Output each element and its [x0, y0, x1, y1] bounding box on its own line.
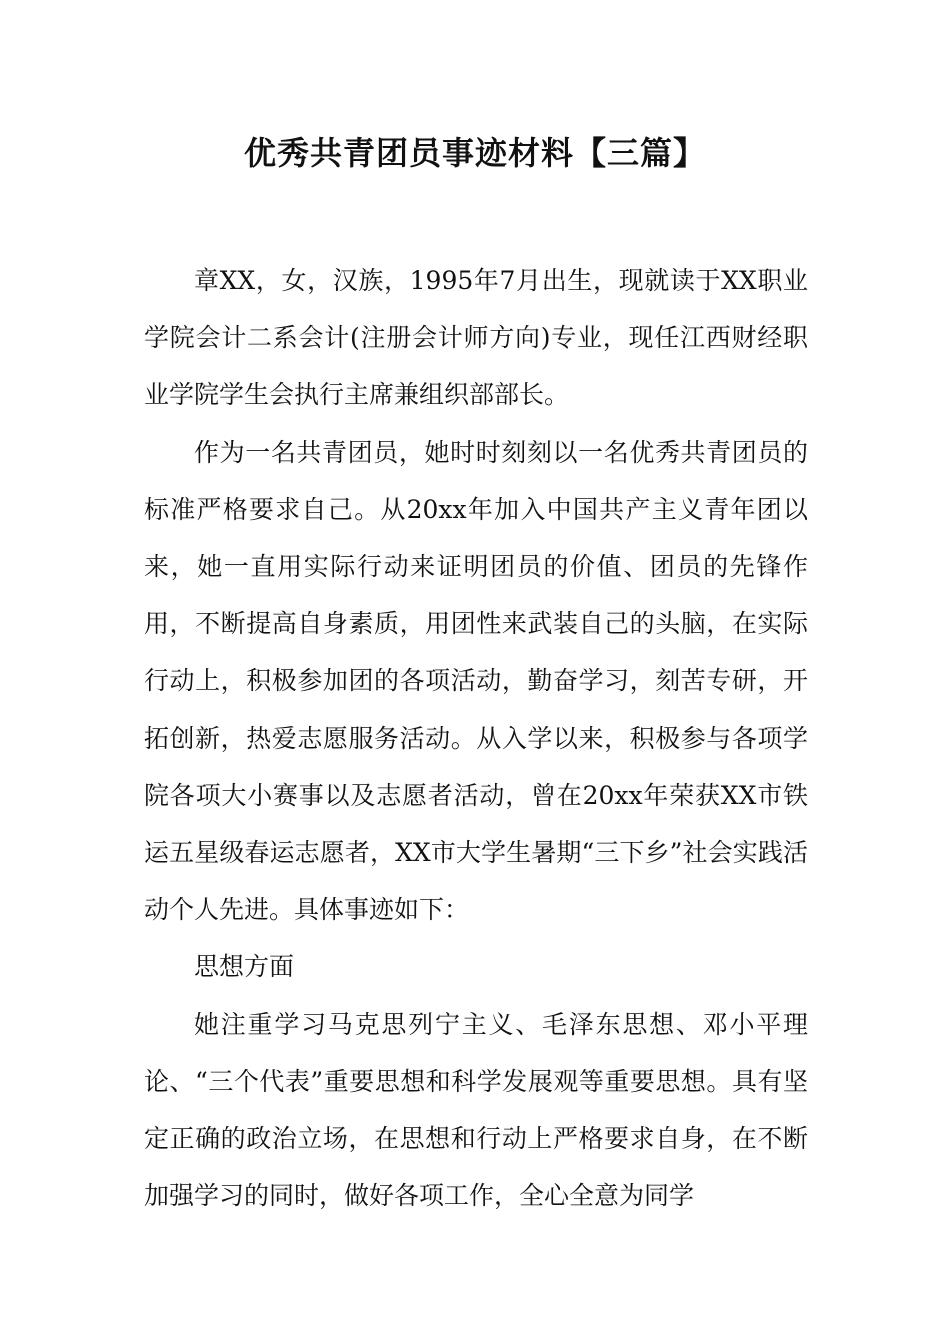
document-title: 优秀共青团员事迹材料【三篇】	[243, 134, 706, 172]
paragraph-deeds: 作为一名共青团员，她时时刻刻以一名优秀共青团员的标准严格要求自己。从20xx年加入中国共产主义青年团以来，她一直用实际行动来证明团员的价值、团员的先锋作用，不断提高自身素质，用团性来武装自己的头脑，在实际行动上，积极参加团的各项活动，勤奋学习，刻苦专研，开拓创新，热爱志愿服务活动。从入学以来，积极参与各项学院各项大小赛事以及志愿者活动，曾在20xx年荣获XX市铁运五星级春运志愿者，XX市大学生暑期“三下乡”社会实践活动个人先进。具体事迹如下：	[144, 437, 808, 925]
paragraph-thought: 她注重学习马克思列宁主义、毛泽东思想、邓小平理论、“三个代表”重要思想和科学发展观等重要思想。具有坚定正确的政治立场，在思想和行动上严格要求自身，在不断加强学习的同时，做好各项工作，全心全意为同学	[144, 1009, 808, 1211]
paragraph-intro: 章XX，女，汉族，1995年7月出生，现就读于XX职业学院会计二系会计(注册会计师方向)专业，现任江西财经职业学院学生会执行主席兼组织部部长。	[144, 266, 808, 410]
document-body	[144, 252, 808, 1224]
section-heading-thought: 思想方面	[194, 952, 295, 982]
